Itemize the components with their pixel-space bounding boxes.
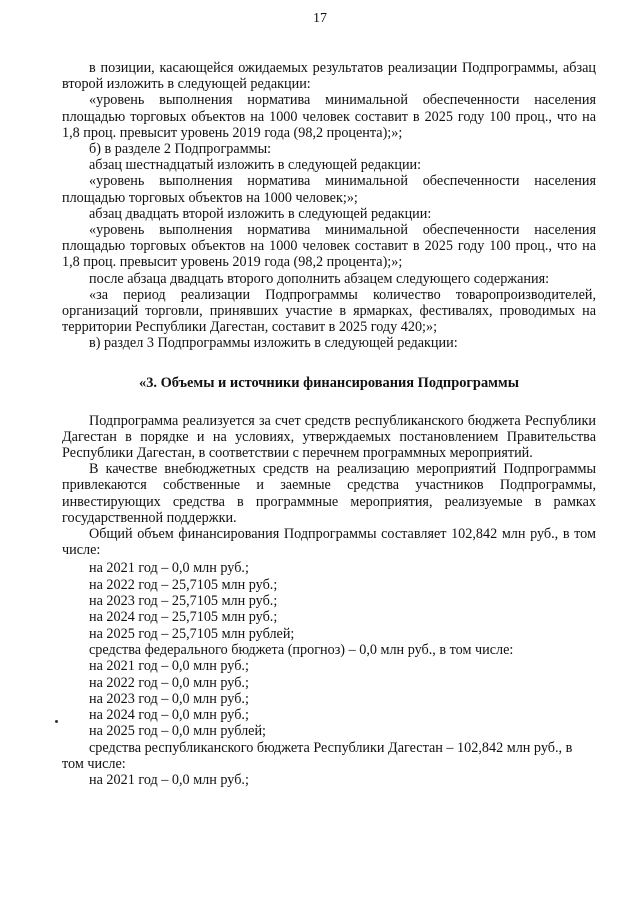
list-item: на 2021 год – 0,0 млн руб.; <box>89 772 249 789</box>
list-item: на 2025 год – 0,0 млн рублей; <box>89 723 266 740</box>
page-number: 17 <box>313 11 327 26</box>
paragraph: в позиции, касающейся ожидаемых результатов реализации Подпрограммы, абзац второй изложить в следующей редакции: <box>62 60 596 93</box>
paragraph: «уровень выполнения норматива минимальной обеспеченности населения площадью торговых объектов на 1000 человек составит в 2025 году 100 проц., что на 1,8 проц. превысит уровень 2019 года (98,2 процента);»; <box>62 222 596 271</box>
funding-list <box>62 560 596 788</box>
scan-speck <box>55 720 58 723</box>
funding-paragraph: Общий объем финансирования Подпрограммы составляет 102,842 млн руб., в том числе: <box>62 526 596 559</box>
section-heading: «3. Объемы и источники финансирования Подпрограммы <box>139 374 519 391</box>
paragraph: после абзаца двадцать второго дополнить абзацем следующего содержания: <box>89 270 550 287</box>
list-item: на 2024 год – 0,0 млн руб.; <box>89 707 249 724</box>
paragraph: «уровень выполнения норматива минимальной обеспеченности населения площадью торговых объектов на 1000 человек составит в 2025 году 100 проц., что на 1,8 проц. превысит уровень 2019 года (98,2 процента);»; <box>62 92 596 141</box>
paragraph: «уровень выполнения норматива минимальной обеспеченности населения площадью торговых объектов на 1000 человек;»; <box>62 173 596 206</box>
paragraph: в) раздел 3 Подпрограммы изложить в следующей редакции: <box>89 335 458 352</box>
list-item: на 2022 год – 25,7105 млн руб.; <box>89 576 278 593</box>
paragraph: абзац двадцать второй изложить в следующей редакции: <box>89 205 432 222</box>
funding-paragraph: Подпрограмма реализуется за счет средств республиканского бюджета Республики Дагестан в порядке и на условиях, утверждаемых постановлением Правительства Республики Дагестан, в соответствии с перечнем программных мероприятий. <box>62 412 596 462</box>
list-item: на 2023 год – 0,0 млн руб.; <box>89 690 249 707</box>
document-body <box>62 60 596 789</box>
list-item: на 2022 год – 0,0 млн руб.; <box>89 674 249 691</box>
list-item: на 2021 год – 0,0 млн руб.; <box>89 560 249 577</box>
list-item: на 2025 год – 25,7105 млн рублей; <box>89 625 295 642</box>
paragraph: «за период реализации Подпрограммы количество товаропроизводителей, организаций торговли, принявших участие в ярмарках, фестивалях, проводимых на территории Республики Дагестан, составит в 2025 году 420;»; <box>62 286 596 336</box>
list-item: на 2024 год – 25,7105 млн руб.; <box>89 609 278 626</box>
list-item: на 2023 год – 25,7105 млн руб.; <box>89 593 278 610</box>
list-item: средства республиканского бюджета Республики Дагестан – 102,842 млн руб., в том числе: <box>62 739 573 773</box>
funding-paragraph: В качестве внебюджетных средств на реализацию мероприятий Подпрограммы привлекаются собственные и заемные средства участников Подпрограммы, инвестирующих средства в программные мероприятия, реализуемые в рамках государственной поддержки. <box>62 461 596 526</box>
paragraph: абзац шестнадцатый изложить в следующей редакции: <box>89 157 422 174</box>
list-item: на 2021 год – 0,0 млн руб.; <box>89 658 249 675</box>
list-item: средства федерального бюджета (прогноз) – 0,0 млн руб., в том числе: <box>89 641 514 658</box>
paragraph: б) в разделе 2 Подпрограммы: <box>89 141 272 158</box>
